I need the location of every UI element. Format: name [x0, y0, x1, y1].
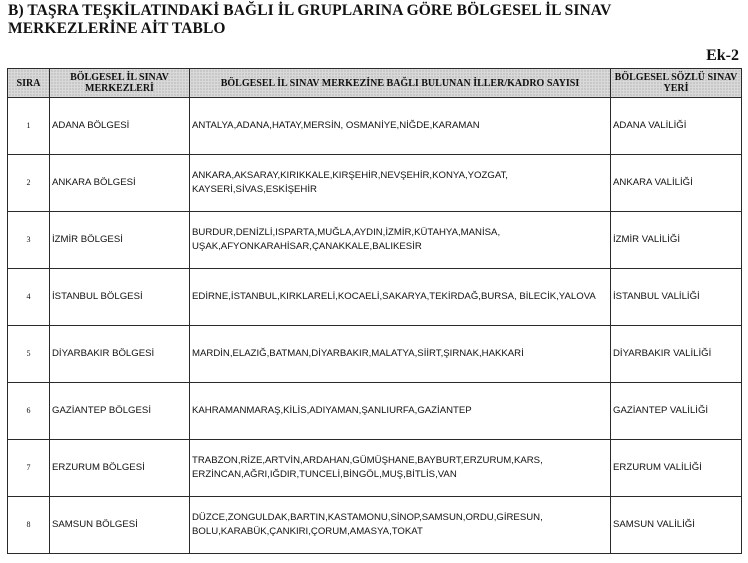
- annex-label: Ek-2: [706, 47, 739, 64]
- oral-exam-location: SAMSUN VALİLİĞİ: [611, 497, 742, 554]
- table-row: [8, 383, 742, 440]
- city-list: ANKARA,AKSARAY,KIRIKKALE,KIRŞEHİR,NEVŞEHİR,KONYA,YOZGAT, KAYSERİ,SİVAS,ESKİŞEHİR: [190, 155, 611, 212]
- row-number: 3: [8, 212, 50, 269]
- region-name: SAMSUN BÖLGESİ: [50, 497, 190, 554]
- row-number: 7: [8, 440, 50, 497]
- header-merkez: BÖLGESEL İL SINAV MERKEZLERİ: [50, 69, 190, 98]
- region-name: GAZİANTEP BÖLGESİ: [50, 383, 190, 440]
- region-name: İSTANBUL BÖLGESİ: [50, 269, 190, 326]
- region-name: DİYARBAKIR BÖLGESİ: [50, 326, 190, 383]
- header-row: [8, 69, 742, 98]
- row-number: 5: [8, 326, 50, 383]
- header-sozlu: BÖLGESEL SÖZLÜ SINAV YERİ: [611, 69, 742, 98]
- region-name: ANKARA BÖLGESİ: [50, 155, 190, 212]
- city-list: BURDUR,DENİZLİ,ISPARTA,MUĞLA,AYDIN,İZMİR,KÜTAHYA,MANİSA, UŞAK,AFYONKARAHİSAR,ÇANAKKALE,BALIKESİR: [190, 212, 611, 269]
- city-list: DÜZCE,ZONGULDAK,BARTIN,KASTAMONU,SİNOP,SAMSUN,ORDU,GİRESUN, BOLU,KARABÜK,ÇANKIRI,ÇORUM,AMASYA,TOKAT: [190, 497, 611, 554]
- row-number: 4: [8, 269, 50, 326]
- region-name: İZMİR BÖLGESİ: [50, 212, 190, 269]
- row-number: 6: [8, 383, 50, 440]
- header-iller: BÖLGESEL İL SINAV MERKEZİNE BAĞLI BULUNAN İLLER/KADRO SAYISI: [190, 69, 611, 98]
- city-list: ANTALYA,ADANA,HATAY,MERSİN, OSMANİYE,NİĞDE,KARAMAN: [190, 98, 611, 155]
- region-name: ADANA BÖLGESİ: [50, 98, 190, 155]
- oral-exam-location: GAZİANTEP VALİLİĞİ: [611, 383, 742, 440]
- region-name: ERZURUM BÖLGESİ: [50, 440, 190, 497]
- oral-exam-location: ANKARA VALİLİĞİ: [611, 155, 742, 212]
- row-number: 2: [8, 155, 50, 212]
- oral-exam-location: İSTANBUL VALİLİĞİ: [611, 269, 742, 326]
- table-row: [8, 326, 742, 383]
- table-row: [8, 269, 742, 326]
- table-row: [8, 155, 742, 212]
- table-row: [8, 497, 742, 554]
- city-list: TRABZON,RİZE,ARTVİN,ARDAHAN,GÜMÜŞHANE,BAYBURT,ERZURUM,KARS, ERZİNCAN,AĞRI,IĞDIR,TUNCELİ,BİNGÖL,MUŞ,BİTLİS,VAN: [190, 440, 611, 497]
- table-row: [8, 212, 742, 269]
- oral-exam-location: İZMİR VALİLİĞİ: [611, 212, 742, 269]
- table-row: [8, 98, 742, 155]
- city-list: KAHRAMANMARAŞ,KİLİS,ADIYAMAN,ŞANLIURFA,GAZİANTEP: [190, 383, 611, 440]
- city-list: EDİRNE,İSTANBUL,KIRKLARELİ,KOCAELİ,SAKARYA,TEKİRDAĞ,BURSA, BİLECİK,YALOVA: [190, 269, 611, 326]
- row-number: 1: [8, 98, 50, 155]
- table-body: [8, 98, 742, 554]
- table-header: [8, 69, 742, 98]
- oral-exam-location: DİYARBAKIR VALİLİĞİ: [611, 326, 742, 383]
- header-sira: SIRA: [8, 69, 50, 98]
- oral-exam-location: ADANA VALİLİĞİ: [611, 98, 742, 155]
- exam-centers-table: [7, 68, 742, 554]
- document-title: B) TAŞRA TEŞKİLATINDAKİ BAĞLI İL GRUPLARINA GÖRE BÖLGESEL İL SINAV MERKEZLERİNE AİT TABLO: [8, 2, 612, 37]
- city-list: MARDİN,ELAZIĞ,BATMAN,DİYARBAKIR,MALATYA,SİİRT,ŞIRNAK,HAKKARİ: [190, 326, 611, 383]
- row-number: 8: [8, 497, 50, 554]
- oral-exam-location: ERZURUM VALİLİĞİ: [611, 440, 742, 497]
- table-row: [8, 440, 742, 497]
